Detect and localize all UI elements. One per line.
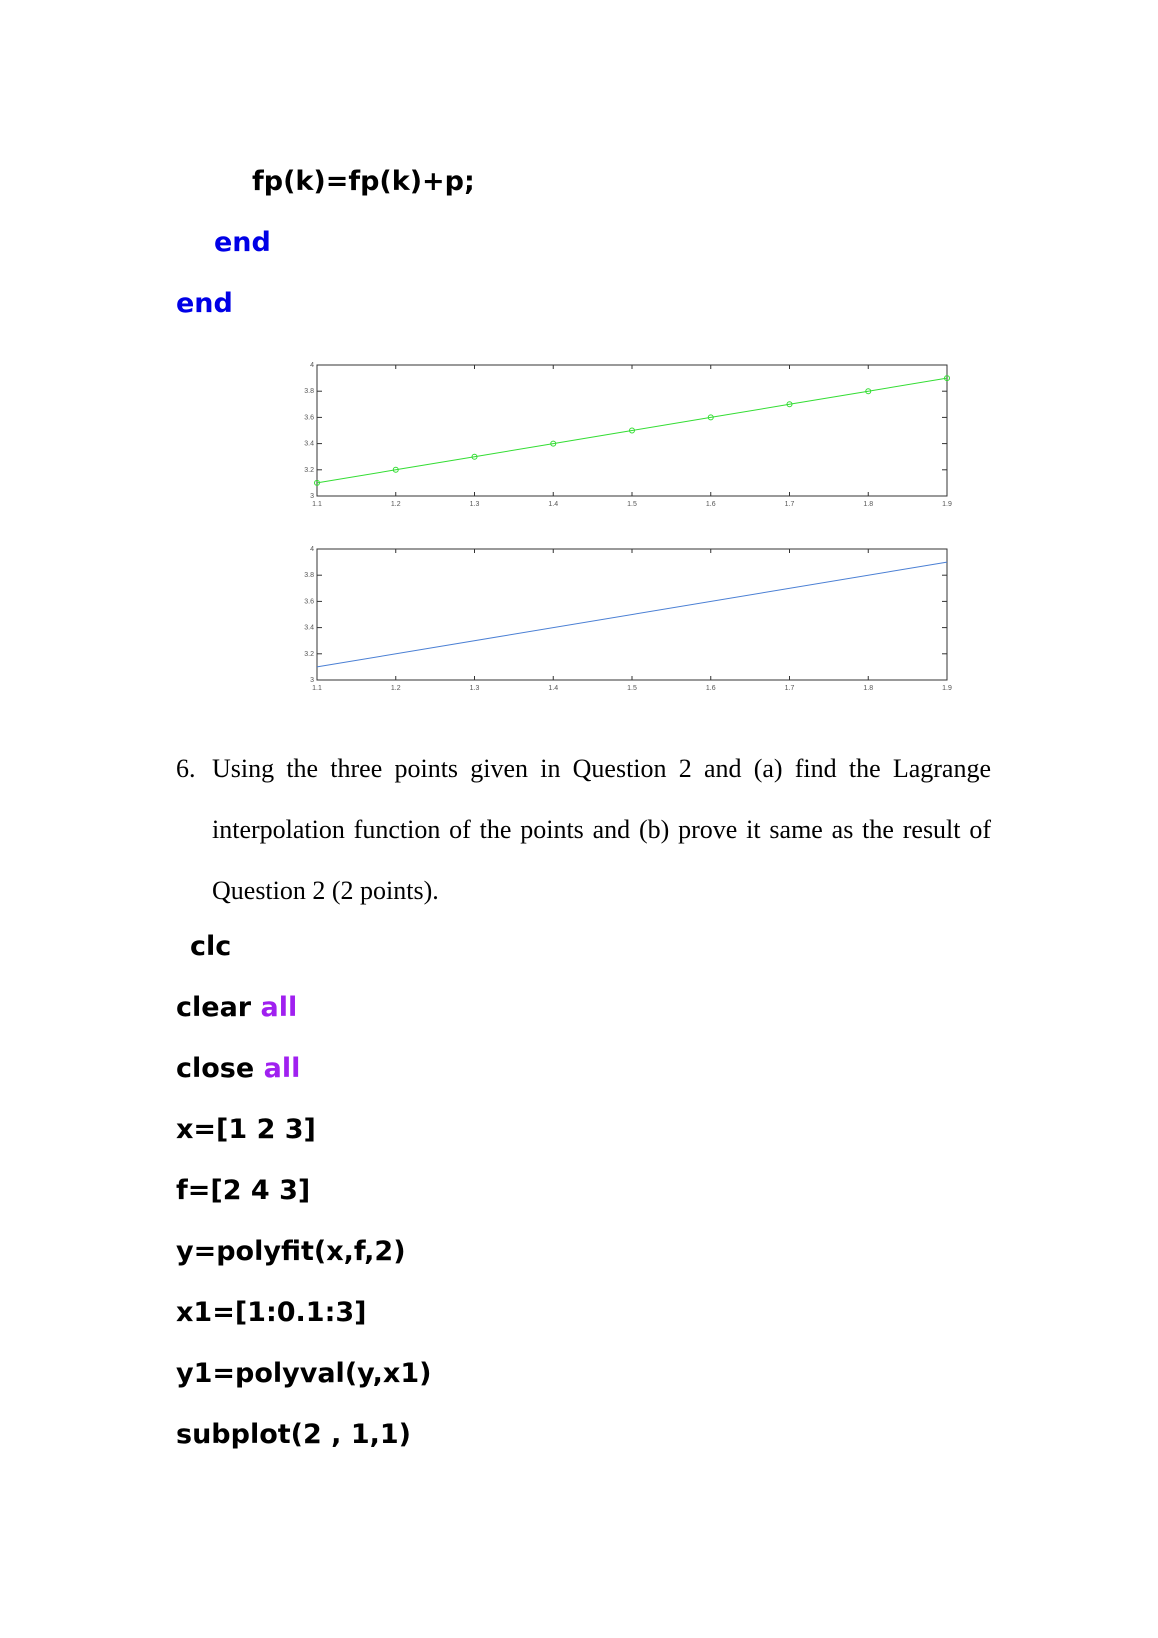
x-tick-label: 1.2 [390, 685, 401, 692]
y-tick-label: 3.8 [304, 572, 314, 580]
x-tick-label: 1.4 [548, 501, 559, 508]
x-tick-label: 1.7 [784, 501, 795, 508]
x-tick-label: 1.5 [627, 501, 637, 508]
y-tick-label: 3.4 [304, 624, 314, 632]
subplot-top [304, 362, 952, 508]
code-line-polyval: y1=polyval(y,x1) [176, 1358, 432, 1389]
x-tick-label: 1.8 [863, 501, 874, 508]
code-line-fp-update: fp(k)=fp(k)+p; [252, 166, 475, 197]
x-tick-label: 1.1 [312, 501, 322, 508]
code-clear-command: clear [176, 992, 252, 1023]
code-close-arg: all [263, 1053, 301, 1084]
y-tick-label: 3 [310, 677, 314, 684]
y-tick-label: 3.8 [304, 388, 314, 396]
y-tick-label: 4 [310, 546, 314, 553]
x-tick-label: 1.5 [627, 685, 637, 692]
y-tick-label: 3.6 [304, 414, 314, 422]
x-tick-label: 1.9 [942, 501, 952, 508]
code-line-x1-def: x1=[1:0.1:3] [176, 1297, 367, 1328]
code-clear-arg: all [260, 992, 298, 1023]
x-tick-label: 1.7 [784, 685, 795, 692]
x-tick-label: 1.6 [705, 501, 716, 508]
matlab-figure [290, 357, 970, 699]
question-number: 6. [176, 754, 196, 783]
code-keyword-end-inner: end [214, 227, 271, 258]
x-tick-label: 1.9 [942, 685, 952, 692]
y-tick-label: 3.2 [304, 466, 314, 474]
y-tick-label: 3 [310, 493, 314, 500]
x-tick-label: 1.6 [705, 685, 716, 692]
x-tick-label: 1.3 [469, 685, 480, 692]
question-text: Using the three points given in Question 2 and (a) find the Lagrange interpolation function of the points and (b) prove it same as the result of Question 2 (2 points). [212, 754, 991, 905]
code-line-clear [176, 994, 297, 1021]
question-6 [176, 738, 991, 921]
y-tick-label: 3.4 [304, 440, 314, 448]
code-line-f-def: f=[2 4 3] [176, 1175, 311, 1206]
x-tick-label: 1.4 [548, 685, 559, 692]
x-tick-label: 1.2 [390, 501, 401, 508]
code-line-clc: clc [190, 931, 232, 962]
code-line-polyfit: y=polyfit(x,f,2) [176, 1236, 406, 1267]
y-tick-label: 3.2 [304, 650, 314, 658]
code-line-x-def: x=[1 2 3] [176, 1114, 316, 1145]
code-line-subplot: subplot(2 , 1,1) [176, 1419, 412, 1450]
code-close-command: close [176, 1053, 255, 1084]
y-tick-label: 4 [310, 362, 314, 369]
y-tick-label: 3.6 [304, 598, 314, 606]
subplot-bottom [304, 546, 952, 692]
code-keyword-end-outer: end [176, 288, 233, 319]
x-tick-label: 1.1 [312, 685, 322, 692]
x-tick-label: 1.3 [469, 501, 480, 508]
x-tick-label: 1.8 [863, 685, 874, 692]
code-line-close [176, 1055, 300, 1082]
